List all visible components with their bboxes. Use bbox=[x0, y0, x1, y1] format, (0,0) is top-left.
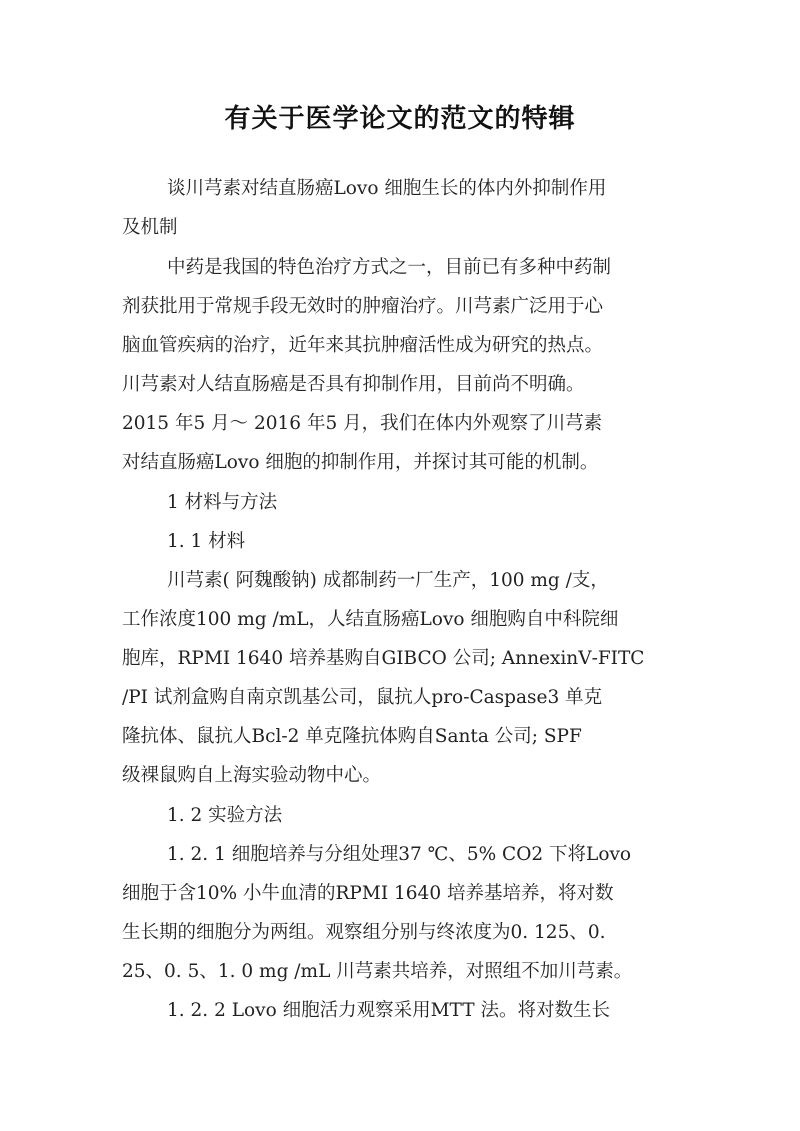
body-line: 1. 2 实验方法 bbox=[167, 805, 283, 826]
body-line: 脑血管疾病的治疗，近年来其抗肿瘤活性成为研究的热点。 bbox=[122, 335, 604, 356]
body-line: 隆抗体、鼠抗人Bcl-2 单克隆抗体购自Santa 公司; SPF bbox=[122, 726, 582, 747]
body-line: 25、0. 5、1. 0 mg /mL 川芎素共培养，对照组不加川芎素。 bbox=[122, 961, 633, 982]
body-line: 谈川芎素对结直肠癌Lovo 细胞生长的体内外抑制作用 bbox=[167, 178, 607, 199]
body-line: 细胞于含10% 小牛血清的RPMI 1640 培养基培养，将对数 bbox=[122, 883, 614, 904]
body-line: 生长期的细胞分为两组。观察组分别与终浓度为0. 125、0. bbox=[122, 922, 606, 943]
body-line: 工作浓度100 mg /mL，人结直肠癌Lovo 细胞购自中科院细 bbox=[122, 609, 619, 630]
body-line: 川芎素( 阿魏酸钠) 成都制药一厂生产，100 mg /支， bbox=[167, 570, 609, 591]
document-title: 有关于医学论文的范文的特辑 bbox=[224, 104, 576, 134]
body-line: 及机制 bbox=[122, 217, 178, 238]
body-line: 1 材料与方法 bbox=[167, 492, 278, 513]
body-line: 2015 年5 月～ 2016 年5 月，我们在体内外观察了川芎素 bbox=[122, 413, 603, 434]
body-line: 1. 2. 1 细胞培养与分组处理37 ℃、5% CO2 下将Lovo bbox=[167, 844, 632, 865]
body-line: 1. 1 材料 bbox=[167, 531, 246, 552]
body-line: 胞库，RPMI 1640 培养基购自GIBCO 公司; AnnexinⅤ-FITC bbox=[122, 648, 645, 669]
body-line: 中药是我国的特色治疗方式之一，目前已有多种中药制 bbox=[167, 257, 612, 278]
body-line: /PI 试剂盒购自南京凯基公司，鼠抗人pro-Caspase3 单克 bbox=[122, 687, 603, 708]
body-line: 川芎素对人结直肠癌是否具有抑制作用，目前尚不明确。 bbox=[122, 374, 585, 395]
body-line: 级裸鼠购自上海实验动物中心。 bbox=[122, 765, 382, 786]
body-line: 对结直肠癌Lovo 细胞的抑制作用，并探讨其可能的机制。 bbox=[122, 452, 599, 473]
body-line: 剂获批用于常规手段无效时的肿瘤治疗。川芎素广泛用于心 bbox=[122, 296, 604, 317]
body-line: 1. 2. 2 Lovo 细胞活力观察采用MTT 法。将对数生长 bbox=[167, 1000, 610, 1021]
